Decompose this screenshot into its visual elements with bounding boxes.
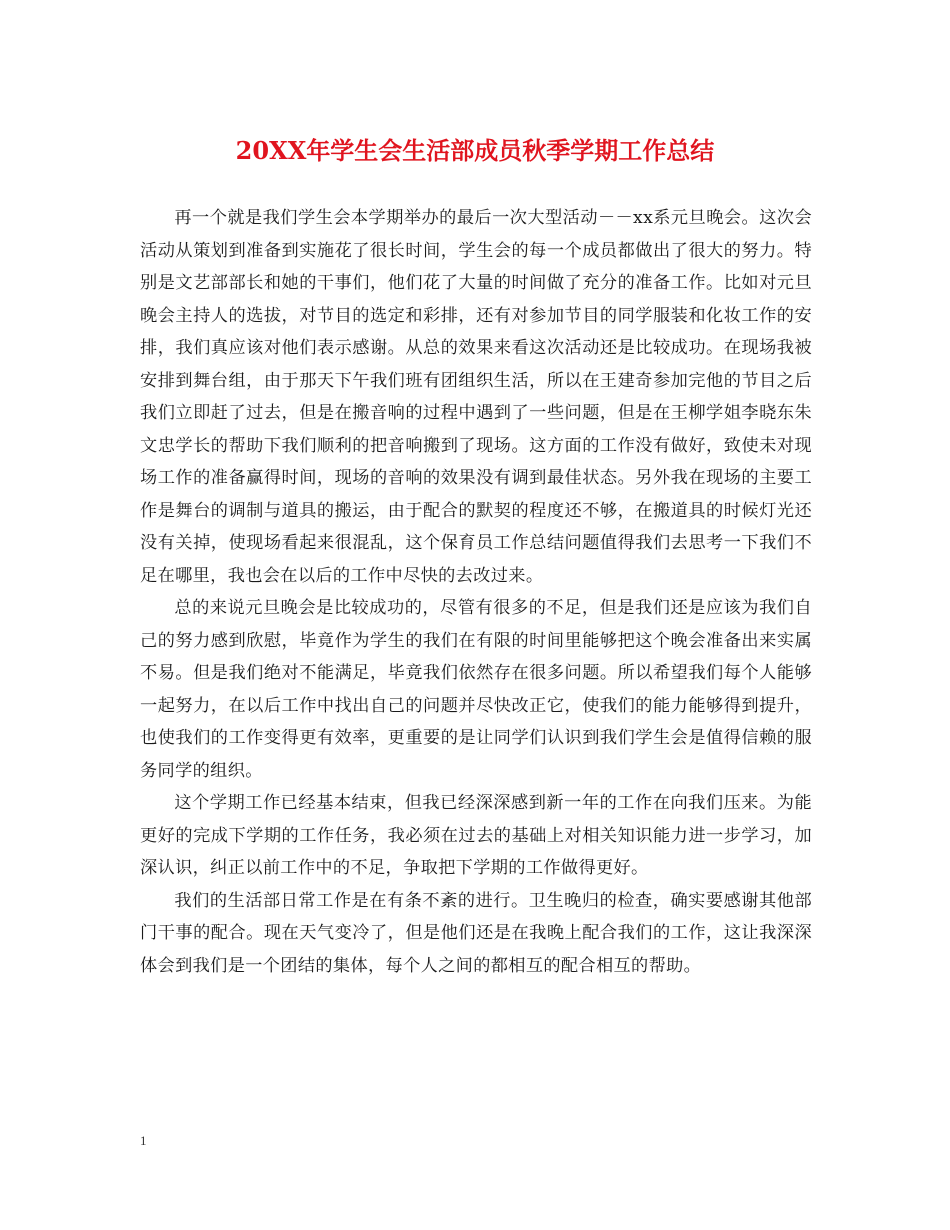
paragraph-4: 我们的生活部日常工作是在有条不紊的进行。卫生晚归的检查，确实要感谢其他部门干事的配合。现在天气变冷了，但是他们还是在我晚上配合我们的工作，这让我深深体会到我们是一个团结的集体，每个人之间的都相互的配合相互的帮助。 [140, 890, 812, 976]
document-body [140, 202, 812, 982]
paragraph-3: 这个学期工作已经基本结束，但我已经深深感到新一年的工作在向我们压来。为能更好的完成下学期的工作任务，我必须在过去的基础上对相关知识能力进一步学习，加深认识，纠正以前工作中的不足，争取把下学期的工作做得更好。 [140, 793, 812, 878]
paragraph-2: 总的来说元旦晚会是比较成功的，尽管有很多的不足，但是我们还是应该为我们自己的努力感到欣慰，毕竟作为学生的我们在有限的时间里能够把这个晚会准备出来实属不易。但是我们绝对不能满足，毕竟我们依然存在很多问题。所以希望我们每个人能够一起努力，在以后工作中找出自己的问题并尽快改正它，使我们的能力能够得到提升，也使我们的工作变得更有效率，更重要的是让同学们认识到我们学生会是值得信赖的服务同学的组织。 [140, 598, 812, 781]
page-number: 1 [140, 1133, 147, 1148]
paragraph-1: 再一个就是我们学生会本学期举办的最后一次大型活动－－xx系元旦晚会。这次会活动从策划到准备到实施花了很长时间，学生会的每一个成员都做出了很大的努力。特别是文艺部部长和她的干事们，他们花了大量的时间做了充分的准备工作。比如对元旦晚会主持人的选拔，对节目的选定和彩排，还有对参加节目的同学服装和化妆工作的安排，我们真应该对他们表示感谢。从总的效果来看这次活动还是比较成功。在现场我被安排到舞台组，由于那天下午我们班有团组织生活，所以在王建奇参加完他的节目之后我们立即赶了过去，但是在搬音响的过程中遇到了一些问题，但是在王柳学姐李晓东朱文忠学长的帮助下我们顺利的把音响搬到了现场。这方面的工作没有做好，致使未对现场工作的准备赢得时间，现场的音响的效果没有调到最佳状态。另外我在现场的主要工作是舞台的调制与道具的搬运，由于配合的默契的程度还不够，在搬道具的时候灯光还没有关掉，使现场看起来很混乱，这个保育员工作总结问题值得我们去思考一下我们不足在哪里，我也会在以后的工作中尽快的去改过来。 [140, 208, 812, 586]
document-title: 20XX年学生会生活部成员秋季学期工作总结 [235, 136, 715, 165]
